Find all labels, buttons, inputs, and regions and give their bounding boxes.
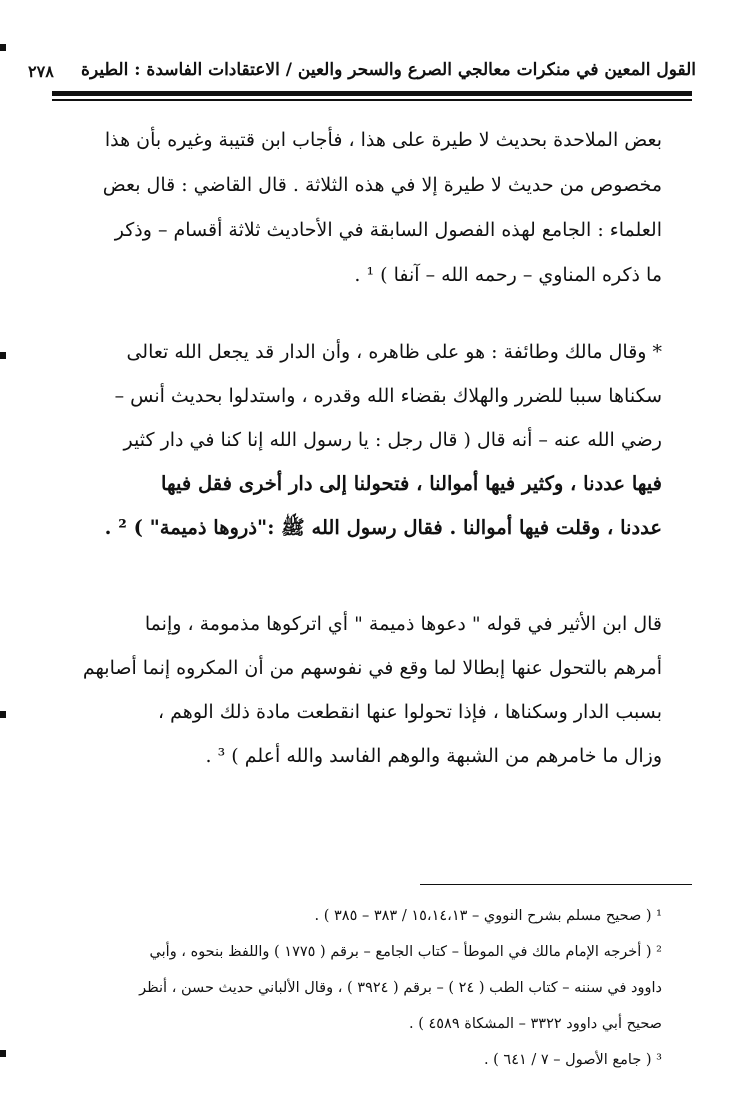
footnote-line: ² ( أخرجه الإمام مالك في الموطأ – كتاب الجامع – برقم ( ١٧٧٥ ) واللفظ بنحوه ، وأبي (149, 944, 662, 960)
scan-edge-mark (0, 1050, 6, 1057)
text-line: العلماء : الجامع لهذه الفصول السابقة في الأحاديث ثلاثة أقسام – وذكر (114, 219, 662, 241)
hadith-text-line: فيها عددنا ، وكثير فيها أموالنا ، فتحولنا إلى دار أخرى فقل فيها (161, 472, 662, 495)
text-line: رضي الله عنه – أنه قال ( قال رجل : يا رسول الله إنا كنا في دار كثير (123, 429, 662, 451)
text-line: * وقال مالك وطائفة : هو على ظاهره ، وأن الدار قد يجعل الله تعالى (126, 341, 662, 363)
header-rule-thick (52, 91, 692, 96)
text-line: قال ابن الأثير في قوله " دعوها ذميمة " أي اتركوها مذمومة ، وإنما (144, 613, 662, 635)
footnote-line: صحيح أبي داوود ٣٣٢٢ – المشكاة ٤٥٨٩ ) . (408, 1016, 662, 1032)
text-line: وزال ما خامرهم من الشبهة والوهم الفاسد والله أعلم ) ³ . (205, 745, 662, 767)
header-rule-thin (52, 99, 692, 101)
text-line: بعض الملاحدة بحديث لا طيرة على هذا ، فأجاب ابن قتيبة وغيره بأن هذا (104, 129, 662, 151)
footnotes (62, 898, 662, 1078)
footnote-line: ¹ ( صحيح مسلم بشرح النووي – ١٥،١٤،١٣ / ٣٨٣ – ٣٨٥ ) . (314, 908, 662, 924)
running-header-title: القول المعين في منكرات معالجي الصرع والسحر والعين / الاعتقادات الفاسدة : الطيرة (81, 60, 696, 80)
footnote-line: داوود في سننه – كتاب الطب ( ٢٤ ) – برقم ( ٣٩٢٤ ) ، وقال الألباني حديث حسن ، أنظر (139, 980, 662, 996)
scan-edge-mark (0, 44, 6, 51)
text-line: ما ذكره المناوي – رحمه الله – آنفا ) ¹ . (354, 264, 662, 286)
hadith-text-line: عددنا ، وقلت فيها أموالنا . فقال رسول الله ﷺ :"ذروها ذميمة" ) ² . (104, 516, 662, 539)
paragraph-3 (62, 602, 662, 778)
scan-edge-mark (0, 352, 6, 359)
text-line: أمرهم بالتحول عنها إبطالا لما وقع في نفوسهم من أن المكروه إنما أصابهم (82, 657, 662, 679)
paragraph-1 (62, 118, 662, 298)
page-number: ٢٧٨ (28, 62, 54, 81)
footnote-separator (420, 884, 692, 885)
paragraph-2 (62, 330, 662, 550)
text-line: سكناها سببا للضرر والهلاك بقضاء الله وقدره ، واستدلوا بحديث أنس – (114, 385, 662, 407)
scan-edge-mark (0, 711, 6, 718)
footnote-line: ³ ( جامع الأصول – ٧ / ٦٤١ ) . (483, 1052, 662, 1068)
text-line: مخصوص من حديث لا طيرة إلا في هذه الثلاثة . قال القاضي : قال بعض (102, 174, 662, 196)
text-line: بسبب الدار وسكناها ، فإذا تحولوا عنها انقطعت مادة ذلك الوهم ، (157, 701, 662, 723)
